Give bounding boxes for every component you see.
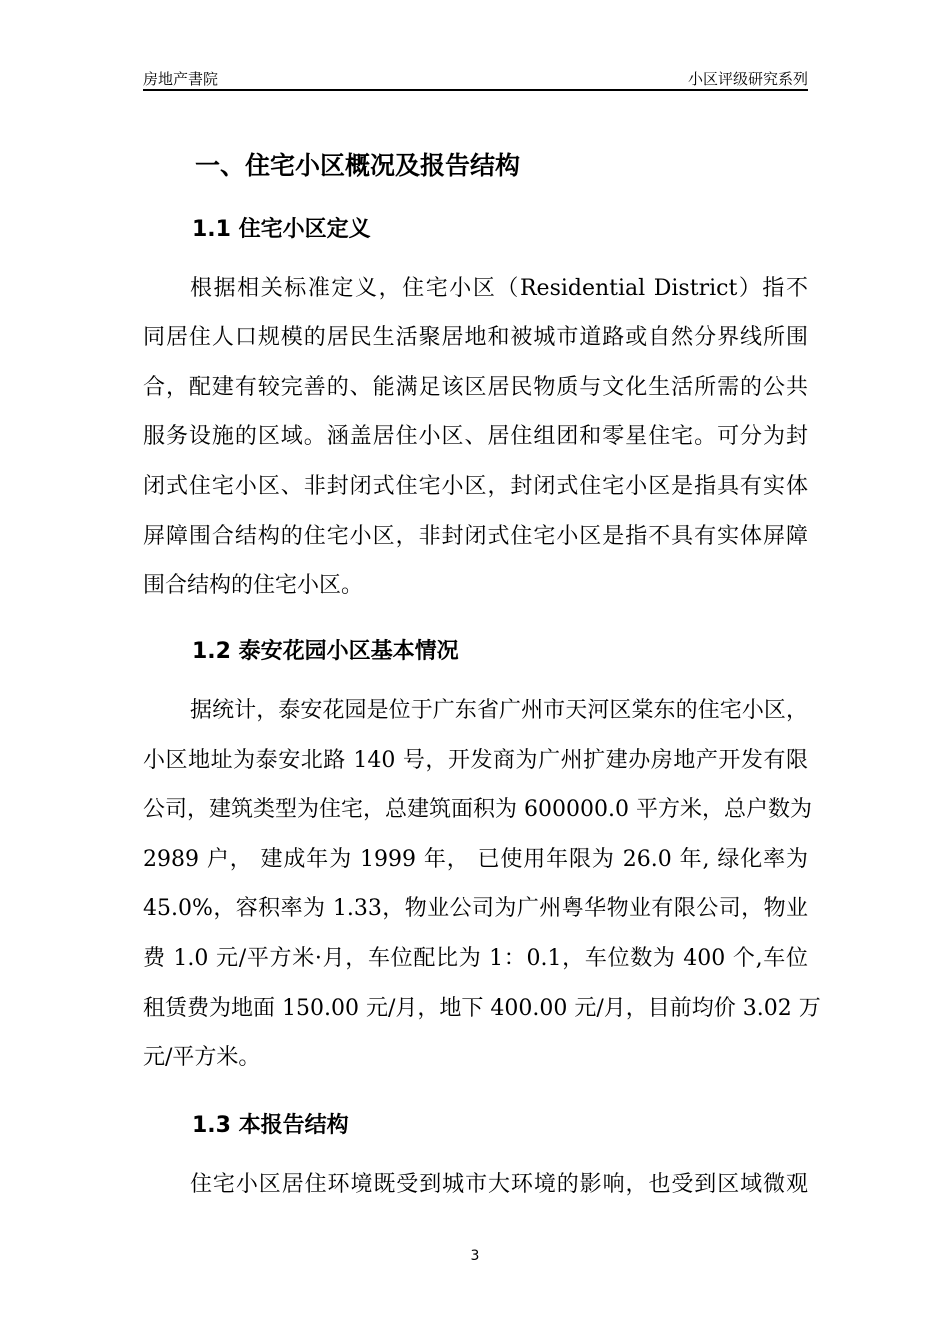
paragraph-line: 住宅小区居住环境既受到城市大环境的影响，也受到区域微观 [190,1172,808,1197]
paragraph-line: 围合结构的住宅小区。 [143,573,364,598]
section-heading-1-1: 1.1 住宅小区定义 [192,217,371,242]
paragraph-line: 服务设施的区域。涵盖居住小区、居住组团和零星住宅。可分为封 [143,424,808,449]
section-heading-1-3: 1.3 本报告结构 [192,1113,349,1138]
paragraph-line: 租赁费为地面 150.00 元/月，地下 400.00 元/月，目前均价 3.02 万 [143,996,821,1021]
paragraph-line: 2989 户， 建成年为 1999 年， 已使用年限为 26.0 年, 绿化率为 [143,847,808,872]
header-left-title: 房地产書院 [143,70,219,88]
chapter-title: 一、住宅小区概况及报告结构 [195,151,521,180]
paragraph-line: 小区地址为泰安北路 140 号，开发商为广州扩建办房地产开发有限 [143,748,808,773]
paragraph-line: 屏障围合结构的住宅小区，非封闭式住宅小区是指不具有实体屏障 [143,524,808,549]
paragraph-line: 闭式住宅小区、非封闭式住宅小区，封闭式住宅小区是指具有实体 [143,474,808,499]
paragraph-line: 根据相关标准定义，住宅小区（Residential District）指不 [190,276,808,301]
header-divider [143,89,808,91]
paragraph-line: 同居住人口规模的居民生活聚居地和被城市道路或自然分界线所围 [143,325,808,350]
paragraph-line: 合，配建有较完善的、能满足该区居民物质与文化生活所需的公共 [143,375,808,400]
paragraph-line: 公司，建筑类型为住宅，总建筑面积为 600000.0 平方米，总户数为 [143,797,812,822]
paragraph-line: 费 1.0 元/平方米·月，车位配比为 1：0.1，车位数为 400 个,车位 [143,946,808,971]
header-right-title: 小区评级研究系列 [687,70,808,88]
paragraph-line: 45.0%，容积率为 1.33，物业公司为广州粤华物业有限公司，物业 [143,896,808,921]
page-number: 3 [470,1248,480,1264]
paragraph-line: 元/平方米。 [143,1045,261,1070]
section-heading-1-2: 1.2 泰安花园小区基本情况 [192,639,459,664]
paragraph-line: 据统计，泰安花园是位于广东省广州市天河区棠东的住宅小区， [190,698,808,723]
